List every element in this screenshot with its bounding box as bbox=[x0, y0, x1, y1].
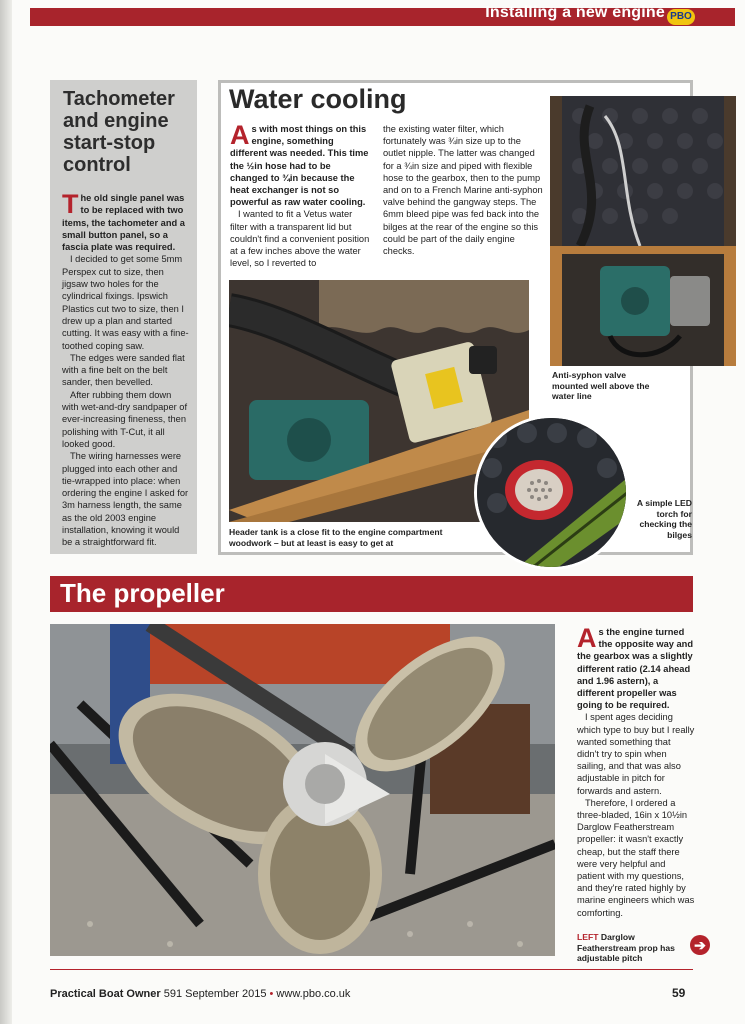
propeller-caption-label: LEFT bbox=[577, 932, 599, 942]
next-page-arrow-icon[interactable]: ➔ bbox=[690, 935, 710, 955]
propeller-body bbox=[577, 623, 695, 919]
water-cooling-dropcap: A bbox=[230, 120, 250, 150]
sidebar-paragraph: I decided to get some 5mm Perspex cut to size, then jigsaw two holes for the cylindrical fixings. Ipswich Plastics cut two to size, then I drew up a plan and started cutting. It was easy with a fine-toothed coping saw. bbox=[62, 254, 189, 351]
footer-publication-name: Practical Boat Owner bbox=[50, 988, 161, 1000]
propeller-paragraph: I spent ages deciding which type to buy but I really wanted something that didn't try to spin when sailing, and that was also adjustable in pitch for forwards and astern. bbox=[577, 712, 695, 796]
section-header-bar bbox=[30, 4, 735, 26]
footer-bullet: • bbox=[269, 988, 274, 1000]
propeller-intro-paragraph bbox=[577, 623, 695, 711]
sidebar-body bbox=[62, 189, 190, 549]
led-torch-illustration bbox=[477, 418, 626, 567]
led-torch-caption: A simple LED torch for checking the bilges bbox=[636, 498, 692, 540]
water-cooling-column-2 bbox=[383, 123, 543, 257]
sidebar-paragraph: The edges were sanded flat with a fine belt on the belt sander, then bevelled. bbox=[62, 352, 185, 388]
section-header-label: Installing a new engine bbox=[485, 4, 665, 21]
propeller-caption bbox=[577, 932, 692, 964]
propeller-intro-text: s the engine turned the opposite way and the gearbox was a slightly different ratio (2.14 ahead and 1.96 astern), a different propeller was going to be required. bbox=[577, 627, 694, 711]
pbo-logo-badge: PBO bbox=[667, 9, 695, 25]
sidebar-title: Tachometer and engine start-stop control bbox=[63, 88, 175, 176]
propeller-illustration bbox=[50, 624, 555, 956]
anti-syphon-caption: Anti-syphon valve mounted well above the water line bbox=[552, 370, 650, 401]
water-cooling-paragraph: I wanted to fit a Vetus water filter with a transparent lid but couldn't find a convenient position at a few inches above the water level, so I reverted to bbox=[230, 209, 370, 269]
anti-syphon-photo bbox=[550, 96, 736, 366]
water-cooling-intro-paragraph bbox=[230, 120, 370, 208]
sidebar-paragraph: The wiring harnesses were plugged into each other and tie-wrapped into place: when ordering the engine I asked for 3m harness length, the same as the old 2003 engine installation, knowing it would be a straightforward fit. bbox=[62, 451, 189, 548]
page-spine bbox=[0, 0, 12, 1024]
propeller-photo bbox=[50, 624, 555, 956]
footer-issue: 591 September 2015 bbox=[160, 988, 270, 1000]
anti-syphon-illustration bbox=[550, 96, 736, 366]
sidebar-dropcap: T bbox=[62, 189, 79, 219]
propeller-caption-text: Darglow Featherstream prop has adjustable pitch bbox=[577, 932, 675, 963]
propeller-title: The propeller bbox=[60, 578, 225, 608]
page-number: 59 bbox=[672, 986, 686, 1000]
footer-publication-line bbox=[50, 988, 350, 1000]
footer-divider bbox=[50, 969, 693, 970]
sidebar-panel bbox=[50, 80, 197, 554]
water-cooling-paragraph: the existing water filter, which fortunately was ¾in size up to the outlet nipple. The latter was changed for a ¾in size and piped with flexible hose to the gearbox, then to the pump and on to a French Marine anti-syphon valve behind the gangway steps. The 6mm bleed pipe was fed back into the bilges at the rear of the engine so this could be part of the daily engine checks. bbox=[383, 124, 543, 257]
header-tank-caption: Header tank is a close fit to the engine compartment woodwork – but at least is easy to get at bbox=[229, 527, 443, 548]
propeller-dropcap: A bbox=[577, 623, 597, 653]
propeller-paragraph: Therefore, I ordered a three-bladed, 16in x 10½in Darglow Featherstream propeller: it wasn't exactly cheap, but the staff there were very helpful and patient with my questions, and they're rated highly by marine engineers which was comforting. bbox=[577, 797, 695, 918]
sidebar-paragraph: After rubbing them down with wet-and-dry sandpaper of ever-increasing fineness, then polishing with T-Cut, it all looked good. bbox=[62, 389, 188, 449]
water-cooling-column-1 bbox=[230, 120, 370, 269]
water-cooling-intro-text: s with most things on this engine, something different was needed. This time the ½in hose had to be changed to ¾in because the heat exchanger is not so powerful as raw water cooling. bbox=[230, 124, 369, 208]
footer-website: www.pbo.co.uk bbox=[273, 988, 351, 1000]
sidebar-intro-paragraph bbox=[62, 189, 190, 253]
water-cooling-title: Water cooling bbox=[229, 84, 407, 114]
sidebar-intro-text: he old single panel was to be replaced with two items, the tachometer and a small button panel, so a fascia plate was required. bbox=[62, 193, 185, 253]
led-torch-photo bbox=[474, 415, 629, 570]
